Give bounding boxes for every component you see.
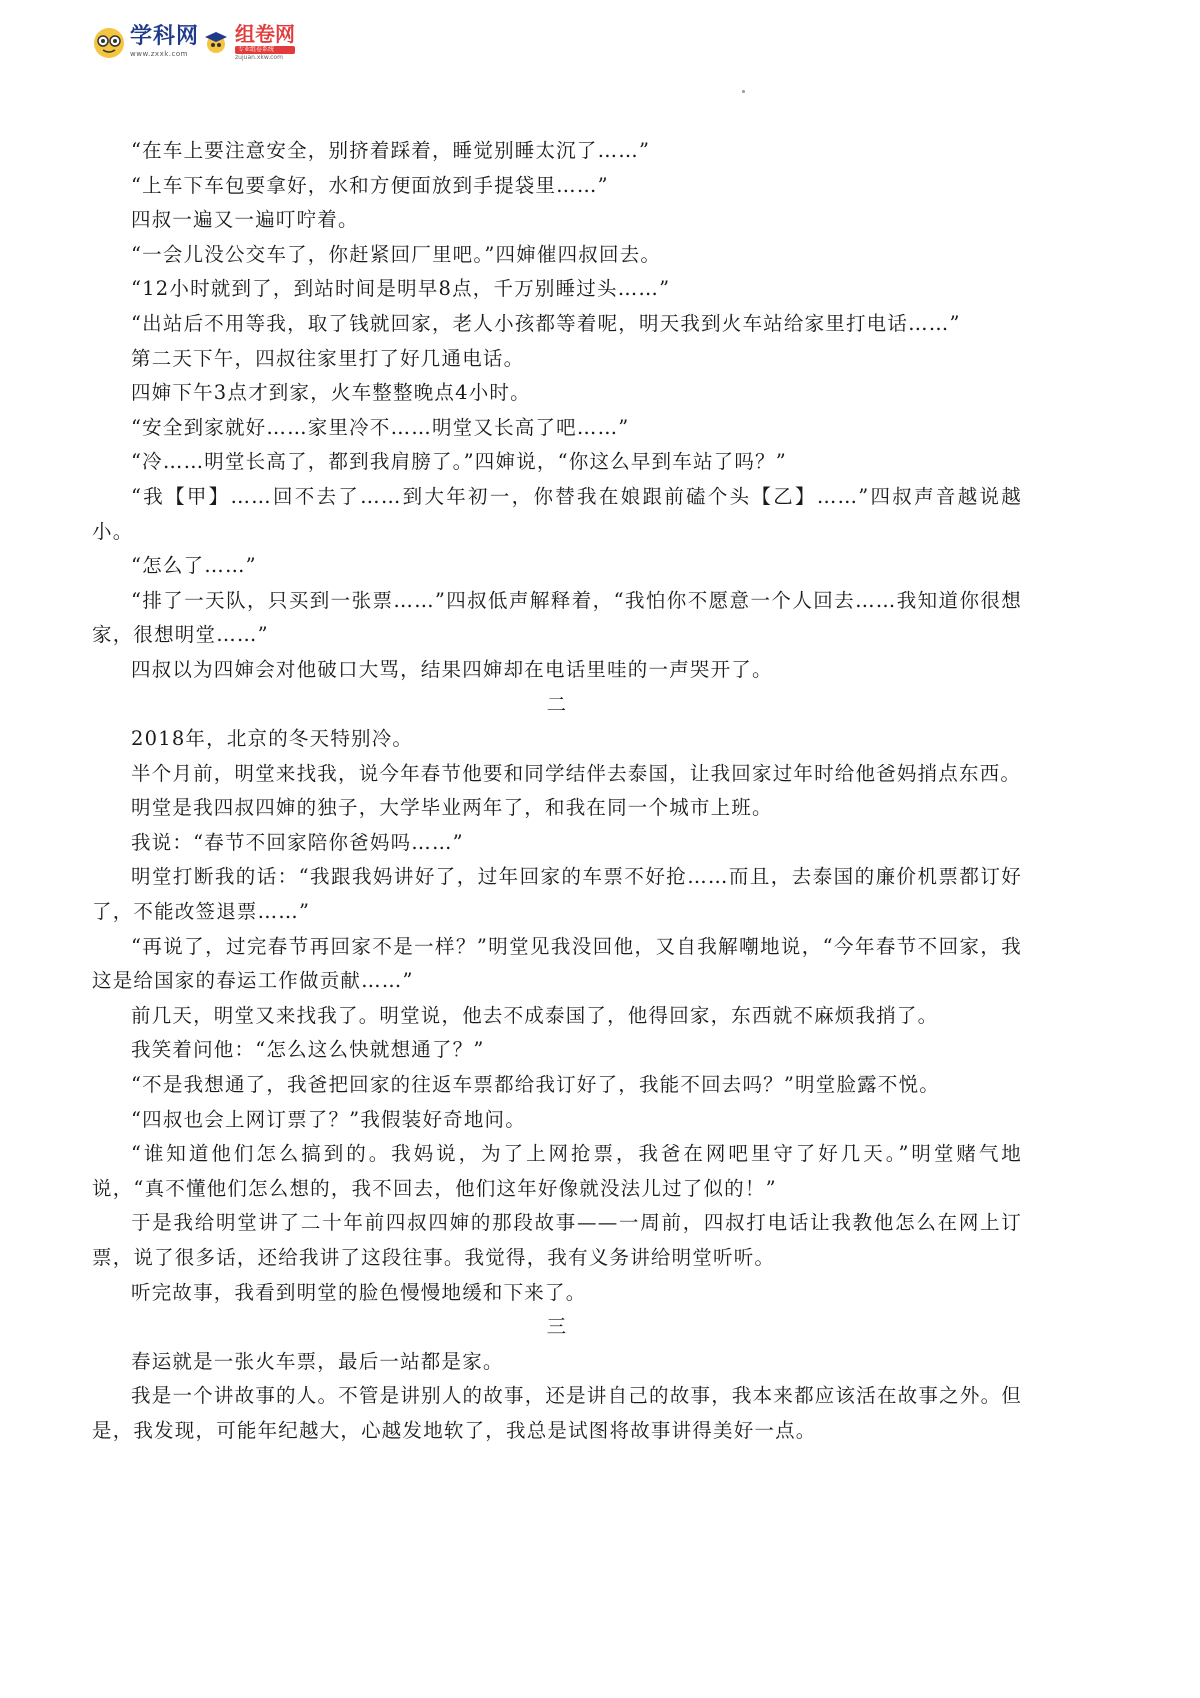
paragraph: 半个月前，明堂来找我，说今年春节他要和同学结伴去泰国，让我回家过年时给他爸妈捎点东西。 <box>131 761 1022 785</box>
paragraph: “不是我想通了，我爸把回家的往返车票都给我订好了，我能不回去吗？”明堂脸露不悦。 <box>131 1073 940 1097</box>
paragraph: 我是一个讲故事的人。不管是讲别人的故事，还是讲自己的故事，我本来都应该活在故事之外。但是，我发现，可能年纪越大，心越发地软了，我总是试图将故事讲得美好一点。 <box>92 1384 1022 1442</box>
paragraph: “安全到家就好……家里冷不……明堂又长高了吧……” <box>131 415 630 439</box>
logo2-badge: 专业组卷系统 <box>235 46 295 54</box>
section-heading: 二 <box>546 692 568 716</box>
paragraph: “谁知道他们怎么搞到的。我妈说，为了上网抢票，我爸在网吧里守了好几天。”明堂赌气地说，“真不懂他们怎么想的，我不回去，他们这年好像就没法儿过了似的！” <box>92 1142 1022 1200</box>
logo1-main-text: 学科网 <box>130 24 200 49</box>
graduation-cap-icon <box>203 29 229 55</box>
paragraph: “在车上要注意安全，别挤着踩着，睡觉别睡太沉了……” <box>131 139 651 162</box>
article-body <box>92 134 1022 1449</box>
paragraph: 四婶下午3点才到家，火车整整晚点4小时。 <box>131 381 531 405</box>
logo2-sub-text: zujuan.xkw.com <box>235 53 283 61</box>
paragraph: 前几天，明堂又来找我了。明堂说，他去不成泰国了，他得回家，东西就不麻烦我捎了。 <box>131 1003 939 1027</box>
paragraph: “排了一天队，只买到一张票……”四叔低声解释着，“我怕你不愿意一个人回去……我知道你很想家，很想明堂……” <box>92 588 1022 647</box>
paragraph: “我【甲】……回不去了……到大年初一，你替我在娘跟前磕个头【乙】……”四叔声音越说越小。 <box>92 484 1022 543</box>
logo1-sub-text: www.zxxk.com <box>130 50 188 58</box>
paragraph: 听完故事，我看到明堂的脸色慢慢地缓和下来了。 <box>131 1280 587 1304</box>
paragraph: 于是我给明堂讲了二十年前四叔四婶的那段故事——一周前，四叔打电话让我教他怎么在网上订票，说了很多话，还给我讲了这段往事。我觉得，我有义务讲给明堂听听。 <box>92 1211 1022 1269</box>
paragraph: “再说了，过完春节再回家不是一样？”明堂见我没回他，又自我解嘲地说，“今年春节不回家，我这是给国家的春运工作做贡献……” <box>92 934 1022 993</box>
paragraph: 四叔一遍又一遍叮咛着。 <box>131 208 359 232</box>
paragraph: “一会儿没公交车了，你赶紧回厂里吧。”四婶催四叔回去。 <box>131 242 662 266</box>
header-logo <box>92 18 295 66</box>
paragraph: “12小时就到了，到站时间是明早8点，千万别睡过头……” <box>131 277 671 301</box>
logo2-main-text: 组卷网 <box>235 21 296 46</box>
paragraph: 明堂打断我的话：“我跟我妈讲好了，过年回家的车票不好抢……而且，去泰国的廉价机票都订好了，不能改签退票……” <box>92 865 1022 924</box>
paragraph: “四叔也会上网订票了？”我假装好奇地问。 <box>131 1107 526 1131</box>
paragraph: “出站后不用等我，取了钱就回家，老人小孩都等着呢，明天我到火车站给家里打电话……” <box>131 311 961 335</box>
section-heading: 三 <box>546 1315 568 1339</box>
paragraph: “怎么了……” <box>131 554 257 578</box>
mascot-icon <box>92 25 126 59</box>
paragraph: 春运就是一张火车票，最后一站都是家。 <box>131 1349 504 1373</box>
paragraph: “冷……明堂长高了，都到我肩膀了。”四婶说，“你这么早到车站了吗？” <box>131 450 787 474</box>
paragraph: 第二天下午，四叔往家里打了好几通电话。 <box>131 346 525 370</box>
paragraph: 我说：“春节不回家陪你爸妈吗……” <box>131 830 464 854</box>
paragraph: 明堂是我四叔四婶的独子，大学毕业两年了，和我在同一个城市上班。 <box>131 796 773 820</box>
paragraph: 四叔以为四婶会对他破口大骂，结果四婶却在电话里哇的一声哭开了。 <box>131 657 773 681</box>
zxxk-logo <box>130 26 199 58</box>
paragraph: 2018年，北京的冬天特别冷。 <box>131 727 414 751</box>
decorative-dot <box>742 90 745 93</box>
zujuan-logo <box>235 21 296 61</box>
paragraph: “上车下车包要拿好，水和方便面放到手提袋里……” <box>131 173 609 197</box>
paragraph: 我笑着问他：“怎么这么快就想通了？” <box>131 1038 485 1062</box>
